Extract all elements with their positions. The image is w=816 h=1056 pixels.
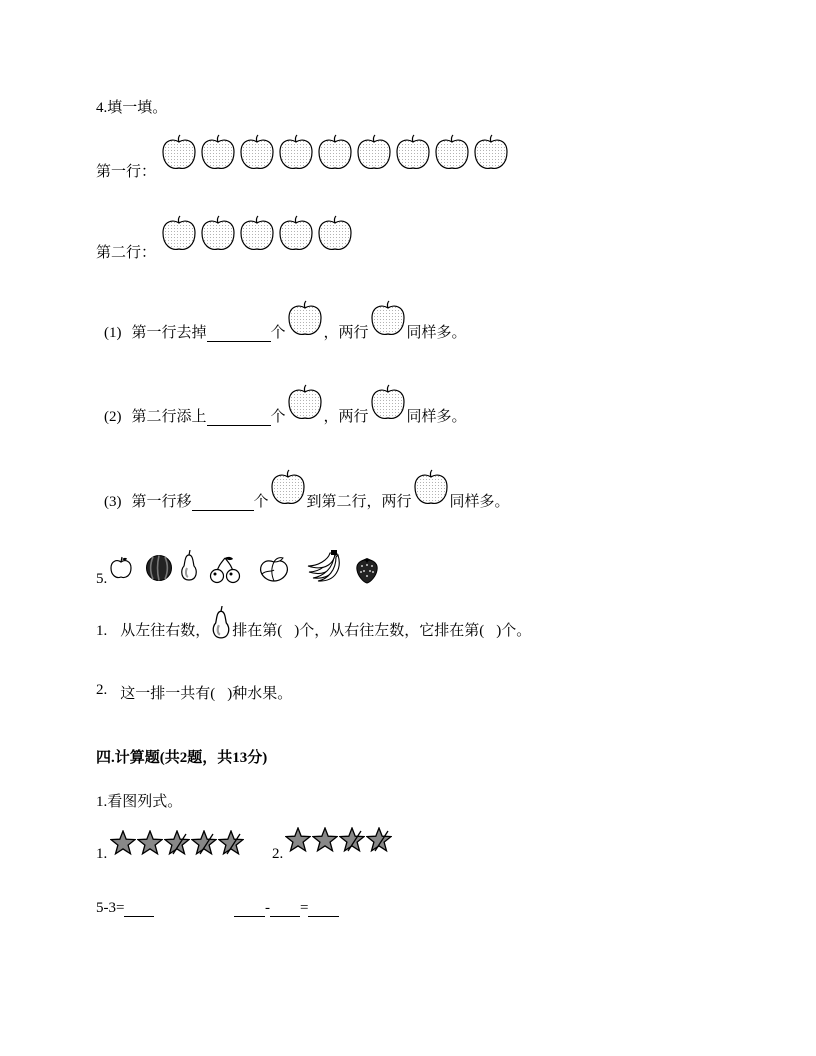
apple-icon: [434, 134, 470, 172]
equation-1-text: 5-3=: [96, 900, 125, 916]
row2-apples: [161, 215, 356, 253]
sub1-text-d: 同样多。: [406, 325, 467, 341]
apple-icon: [370, 384, 406, 422]
pear-icon: [210, 606, 232, 640]
sub3-text-b: 个: [253, 494, 269, 510]
q5-line1-text-a: 从左往右数，: [120, 623, 211, 639]
sub3-text-c: 到第二行，两行: [306, 494, 412, 510]
equation-2-minus: -: [265, 900, 270, 916]
star-icon: [285, 827, 311, 853]
watermelon-icon: [145, 554, 173, 582]
section-4-heading: 四.计算题(共2题，共13分): [96, 750, 268, 766]
sub1-text-c: ，两行: [323, 325, 369, 341]
sub1-answer-blank[interactable]: [207, 325, 271, 342]
apple-icon: [317, 215, 353, 253]
apple-icon: [370, 300, 406, 338]
crossed-star-icon: [191, 830, 217, 856]
sub3-number: (3): [104, 494, 122, 510]
sub3-answer-blank[interactable]: [192, 494, 254, 511]
equation-1: [96, 900, 154, 917]
q5-line1-text-b: 排在第(: [232, 623, 283, 639]
equation-2-blank-2[interactable]: [270, 900, 300, 917]
q5-line2-answer-blank[interactable]: [215, 682, 227, 703]
crossed-star-icon: [218, 830, 244, 856]
apple-icon: [278, 215, 314, 253]
equation-2-blank-1[interactable]: [234, 900, 265, 917]
apple-icon: [200, 134, 236, 172]
figure-1-label: 1.: [96, 846, 108, 862]
crossed-star-icon: [164, 830, 190, 856]
sub-question-2: [104, 380, 467, 426]
apple-icon: [161, 134, 197, 172]
sub2-text-c: ，两行: [323, 409, 369, 425]
calc-question-1-title: 1.看图列式。: [96, 794, 183, 810]
peach-icon: [258, 556, 290, 582]
apple-icon: [239, 215, 275, 253]
q5-line2: [96, 682, 292, 703]
sub1-text-b: 个: [270, 325, 286, 341]
star-icon: [110, 830, 136, 856]
crossed-star-icon: [339, 827, 365, 853]
q5-line1-text-c: )个，从右往左数，它排在第(: [294, 623, 485, 639]
apple-icon: [200, 215, 236, 253]
question-5-number: 5.: [96, 571, 108, 587]
q5-line1-number: 1.: [96, 623, 108, 639]
banana-icon: [306, 550, 342, 582]
sub1-number: (1): [104, 325, 122, 341]
row1-label: 第一行：: [96, 164, 157, 180]
sub2-number: (2): [104, 409, 122, 425]
q5-line2-text-a: 这一排一共有(: [120, 686, 216, 702]
apple-icon: [413, 469, 449, 507]
star-icon: [312, 827, 338, 853]
sub2-text-b: 个: [270, 409, 286, 425]
apple-icon: [278, 134, 314, 172]
apple-icon: [395, 134, 431, 172]
apple-icon: [317, 134, 353, 172]
pear-icon: [179, 550, 199, 582]
sub2-text-d: 同样多。: [406, 409, 467, 425]
row1-apples: [161, 134, 512, 172]
sub-question-3: [104, 465, 510, 511]
q5-line2-number: 2.: [96, 682, 108, 698]
figure-2-label: 2.: [272, 846, 284, 862]
row2-label: 第二行：: [96, 245, 157, 261]
sub3-text-a: 第一行移: [131, 494, 192, 510]
q5-line1-text-d: )个。: [496, 623, 532, 639]
apple-icon: [287, 300, 323, 338]
sub-question-1: [104, 296, 467, 342]
equation-2: [234, 900, 339, 917]
apple-icon: [270, 469, 306, 507]
sub2-answer-blank[interactable]: [207, 409, 271, 426]
apple-icon: [161, 215, 197, 253]
equation-2-equals: =: [300, 900, 309, 916]
apple-icon: [109, 556, 133, 580]
sub2-text-a: 第二行添上: [131, 409, 207, 425]
strawberry-icon: [355, 554, 379, 584]
q5-line1: [96, 604, 531, 640]
question-4-title: 4.填一填。: [96, 100, 168, 116]
apple-icon: [356, 134, 392, 172]
sub1-text-a: 第一行去掉: [131, 325, 207, 341]
equation-2-blank-3[interactable]: [308, 900, 339, 917]
figure-2-stars: [285, 827, 393, 853]
apple-icon: [287, 384, 323, 422]
q5-line2-text-b: )种水果。: [227, 686, 293, 702]
crossed-star-icon: [366, 827, 392, 853]
apple-icon: [473, 134, 509, 172]
star-icon: [137, 830, 163, 856]
equation-1-answer-blank[interactable]: [124, 900, 154, 917]
cherry-icon: [208, 556, 242, 584]
figure-1-stars: [110, 830, 245, 856]
apple-icon: [239, 134, 275, 172]
sub3-text-d: 同样多。: [449, 494, 510, 510]
